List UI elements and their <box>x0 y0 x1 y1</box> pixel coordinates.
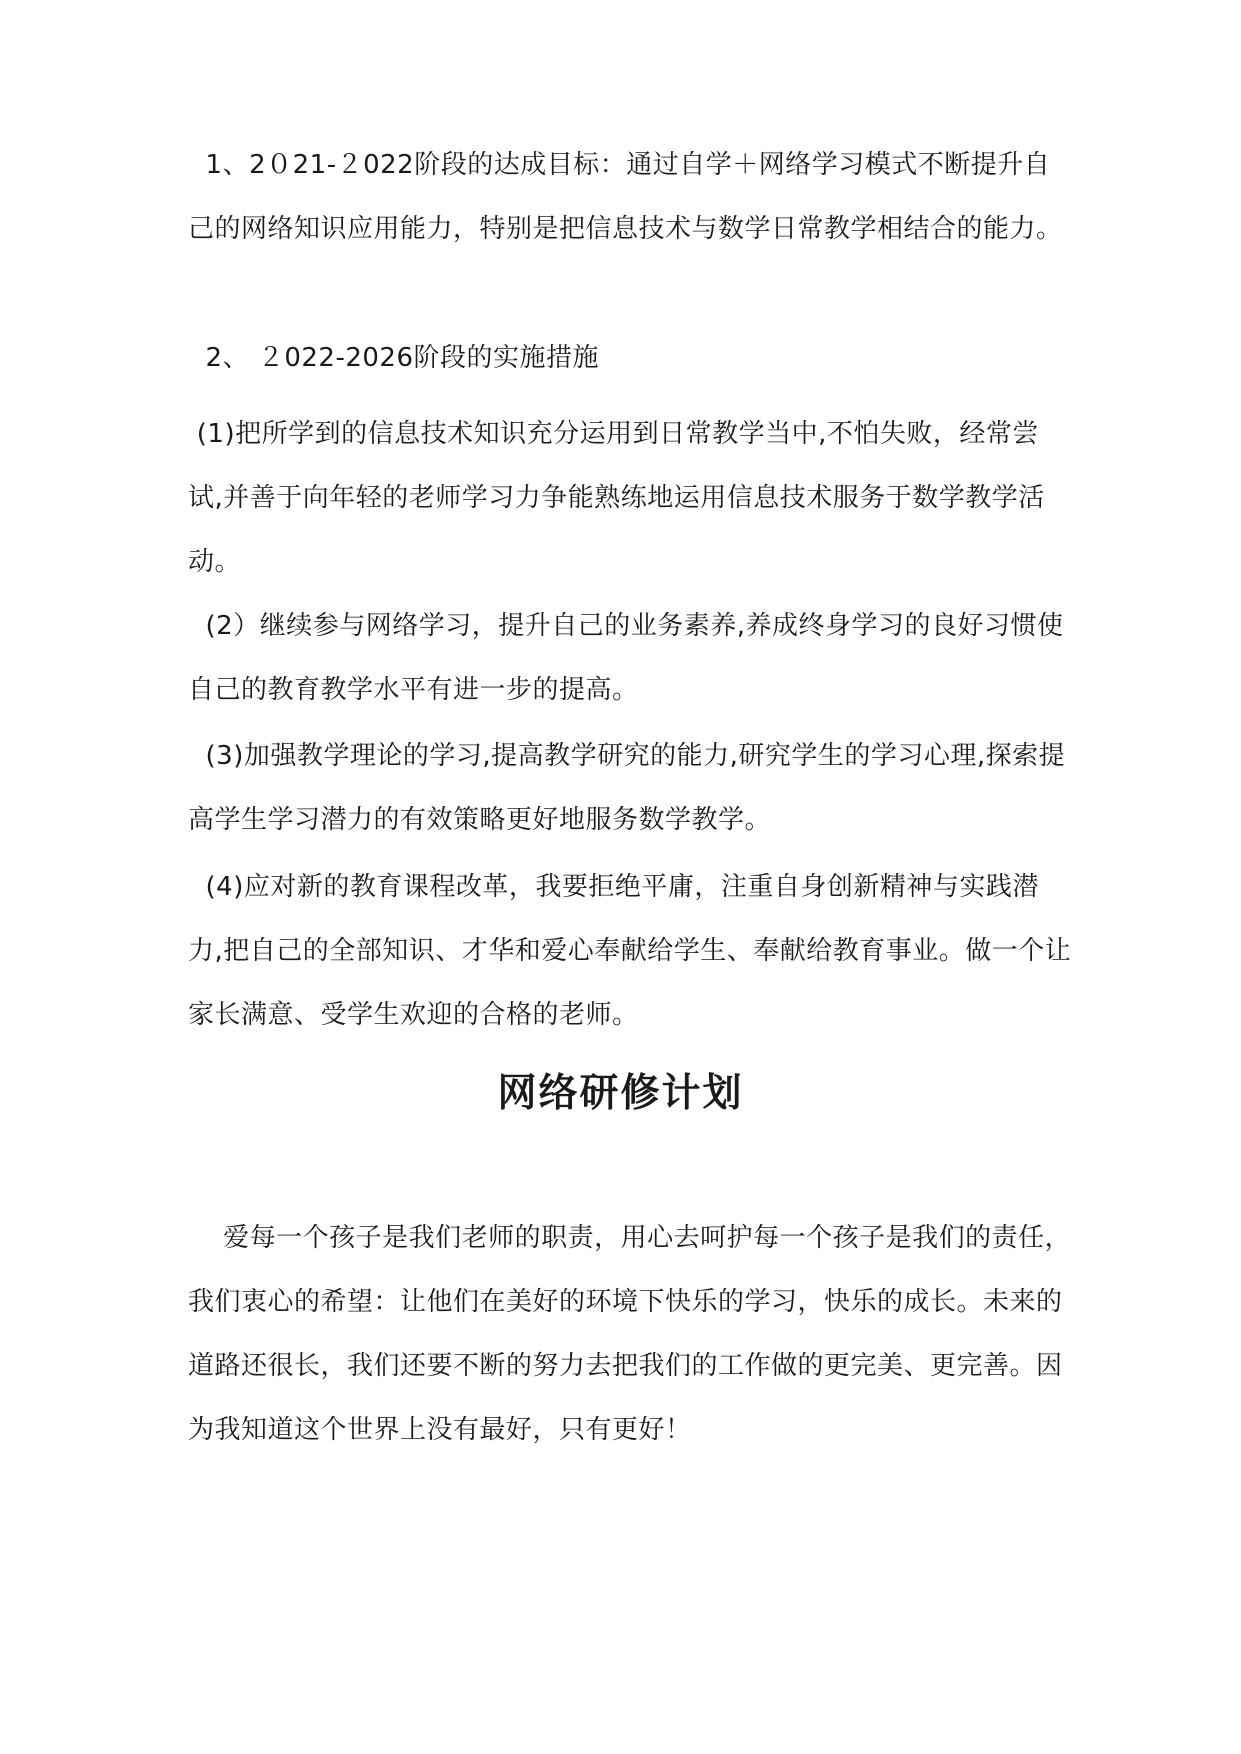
paragraph-measure-3: (3)加强教学理论的学习,提高教学研究的能力,研究学生的学习心理,探索提高学生学习潜力的有效策略更好地服务数学教学。 <box>188 741 1066 835</box>
page-title: 网络研修计划 <box>497 1071 744 1116</box>
paragraph-measure-1: (1)把所学到的信息技术知识充分运用到日常教学当中,不怕失败，经常尝试,并善于向年轻的老师学习力争能熟练地运用信息技术服务于数学教学活动。 <box>188 419 1045 577</box>
paragraph-measures-heading: 2、 ２022-2026阶段的实施措施 <box>188 343 600 373</box>
paragraph-measure-4: (4)应对新的教育课程改革，我要拒绝平庸，注重自身创新精神与实践潜力,把自己的全部知识、才华和爱心奉献给学生、奉献给教育事业。做一个让家长满意、受学生欢迎的合格的老师。 <box>188 872 1072 1030</box>
paragraph-goal: 1、2０21-２022阶段的达成目标：通过自学＋网络学习模式不断提升自己的网络知识应用能力，特别是把信息技术与数学日常教学相结合的能力。 <box>188 150 1063 244</box>
paragraph-closing: 爱每一个孩子是我们老师的职责，用心去呵护每一个孩子是我们的责任，我们衷心的希望：让他们在美好的环境下快乐的学习，快乐的成长。未来的道路还很长，我们还要不断的努力去把我们的工作做的更完美、更完善。因为我知道这个世界上没有最好，只有更好！ <box>188 1223 1072 1445</box>
paragraph-measure-2: (2）继续参与网络学习，提升自己的业务素养,养成终身学习的良好习惯使自己的教育教学水平有进一步的提高。 <box>188 611 1064 705</box>
